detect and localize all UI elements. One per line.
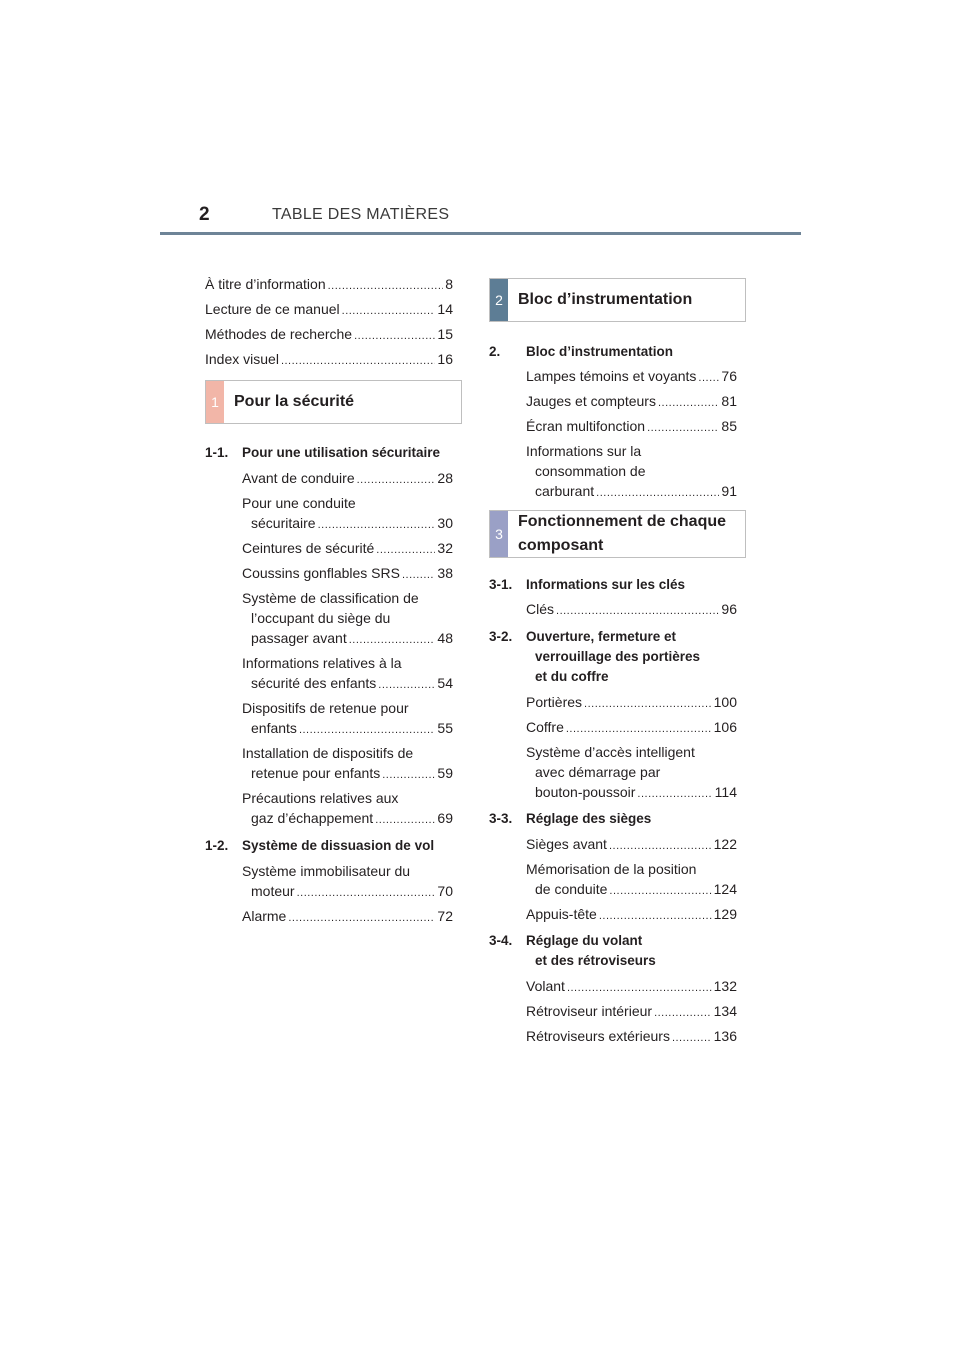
toc-entry-page: 106 [713,719,737,735]
section-title: Pour une utilisation sécuritaire [242,445,441,460]
toc-entry-line: Précautions relatives aux [242,790,399,806]
section-heading-3-3[interactable] [489,809,651,829]
chapter-title-3 [518,511,726,557]
section-heading-1-2[interactable] [205,836,434,856]
toc-entry[interactable] [526,391,737,413]
toc-entry[interactable] [251,718,453,740]
toc-entry-page: 136 [713,1028,737,1044]
toc-entry-line: l’occupant du siège du [251,610,391,626]
toc-entry-page: 96 [721,601,737,617]
section-number: 1-2. [205,838,229,853]
section-heading-1-1[interactable] [205,443,440,463]
toc-entry-page: 81 [721,393,737,409]
toc-entry-line: Système immobilisateur du [242,863,411,879]
toc-entry-line: Pour une conduite [242,495,356,511]
toc-entry-label: Volant [526,978,565,994]
section-heading-3-2[interactable] [489,627,676,647]
toc-entry[interactable] [242,538,453,560]
toc-entry-label: bouton-poussoir [535,784,636,800]
toc-entry-line: avec démarrage par [535,764,661,780]
chapter-title-2: Bloc d’instrumentation [518,291,693,308]
toc-entry[interactable] [526,1026,737,1048]
toc-entry-line: Informations relatives à la [242,655,402,671]
toc-entry-label: Avant de conduire [242,470,355,486]
toc-entry-page: 28 [437,470,453,486]
toc-entry-page: 14 [437,301,453,317]
page-number: 2 [199,204,210,225]
toc-entry-page: 76 [721,368,737,384]
toc-entry-page: 32 [437,540,453,556]
toc-entry-page: 91 [721,483,737,499]
toc-entry-label: Écran multifonction [526,418,646,434]
section-title: Système de dissuasion de vol [242,838,435,853]
toc-entry-label: Ceintures de sécurité [242,540,375,556]
toc-entry[interactable] [205,324,453,346]
toc-entry-label: À titre d’information [205,276,326,292]
toc-entry[interactable] [535,782,737,804]
header-rule [160,232,801,235]
toc-entry-line: Informations sur la [526,443,642,459]
toc-entry[interactable] [526,366,737,388]
toc-entry-page: 72 [437,908,453,924]
toc-entry-page: 129 [713,906,737,922]
chapter-heading-2[interactable] [489,278,746,322]
section-title: Réglage des sièges [526,811,652,826]
chapter-title-line: Fonctionnement de chaque [518,513,727,530]
toc-entry-page: 59 [437,765,453,781]
toc-entry-line: Système d’accès intelligent [526,744,695,760]
toc-entry-label: Jauges et compteurs [526,393,656,409]
toc-entry-page: 16 [437,351,453,367]
section-heading-2[interactable] [489,342,673,362]
toc-entry[interactable] [526,1001,737,1023]
toc-entry[interactable] [251,628,453,650]
toc-entry[interactable] [526,834,737,856]
section-number: 3-2. [489,629,513,644]
toc-entry-label: Lecture de ce manuel [205,301,340,317]
toc-entry-page: 15 [437,326,453,342]
toc-entry-page: 70 [437,883,453,899]
toc-entry-label: sécurité des enfants [251,675,377,691]
toc-entry-label: de conduite [535,881,608,897]
chapter-title-1: Pour la sécurité [234,393,355,410]
chapter-tab-1: 1 [206,381,224,423]
toc-entry[interactable] [251,808,453,830]
toc-entry-label: enfants [251,720,297,736]
section-number: 3-3. [489,811,513,826]
section-number: 1-1. [205,445,229,460]
section-title-line: verrouillage des portières [535,649,701,664]
toc-entry-label: retenue pour enfants [251,765,381,781]
toc-entry-line: consommation de [535,463,646,479]
section-title: Réglage du volant [526,933,643,948]
toc-entry-page: 54 [437,675,453,691]
section-title: Informations sur les clés [526,577,686,592]
toc-entry-page: 134 [713,1003,737,1019]
toc-entry-page: 30 [437,515,453,531]
toc-entry-label: Rétroviseurs extérieurs [526,1028,670,1044]
toc-entry[interactable] [242,906,453,928]
toc-entry[interactable] [205,299,453,321]
section-title-line: et du coffre [535,669,609,684]
toc-entry-page: 132 [713,978,737,994]
toc-entry-label: Sièges avant [526,836,607,852]
toc-entry-page: 85 [721,418,737,434]
toc-entry[interactable] [535,879,737,901]
toc-entry-label: Coffre [526,719,564,735]
toc-entry-label: sécuritaire [251,515,316,531]
toc-entry-page: 114 [714,784,737,800]
section-number: 3-4. [489,933,513,948]
toc-entry-page: 124 [713,881,737,897]
toc-entry[interactable] [205,349,453,371]
toc-entry[interactable] [526,976,737,998]
section-title: Ouverture, fermeture et [526,629,677,644]
section-number: 3-1. [489,577,513,592]
toc-entry-label: Index visuel [205,351,279,367]
toc-entry[interactable] [535,481,737,503]
toc-entry[interactable] [526,416,737,438]
toc-entry[interactable] [526,692,737,714]
toc-entry[interactable] [526,904,737,926]
chapter-title-line: composant [518,537,604,554]
toc-entry-page: 69 [437,810,453,826]
toc-entry-page: 100 [713,694,737,710]
toc-entry[interactable] [242,563,453,585]
toc-entry[interactable] [526,599,737,621]
toc-entry[interactable] [251,673,453,695]
toc-entry-page: 48 [437,630,453,646]
chapter-tab-3: 3 [490,511,508,557]
toc-entry-page: 55 [437,720,453,736]
toc-entry-label: Portières [526,694,583,710]
chapter-heading-3[interactable] [489,510,746,558]
section-number: 2. [489,344,501,359]
toc-entry-line: Dispositifs de retenue pour [242,700,409,716]
chapter-tab-2: 2 [490,279,508,321]
page-header-title: TABLE DES MATIÈRES [272,206,450,223]
toc-entry[interactable] [251,763,453,785]
section-heading-3-4[interactable] [489,931,642,951]
toc-entry[interactable] [251,513,453,535]
section-title: Bloc d’instrumentation [526,344,674,359]
chapter-heading-1[interactable] [205,380,462,424]
toc-entry-label: gaz d’échappement [251,810,374,826]
toc-entry-label: carburant [535,483,595,499]
toc-entry-label: Appuis-tête [526,906,597,922]
toc-entry-label: moteur [251,883,295,899]
toc-entry-label: Lampes témoins et voyants [526,368,697,384]
toc-entry-label: Coussins gonflables SRS [242,565,400,581]
toc-entry[interactable] [526,717,737,739]
toc-entry[interactable] [242,468,453,490]
toc-entry-label: Rétroviseur intérieur [526,1003,653,1019]
toc-entry-label: Clés [526,601,555,617]
section-heading-3-1[interactable] [489,575,685,595]
toc-entry-line: Installation de dispositifs de [242,745,414,761]
toc-entry-label: Méthodes de recherche [205,326,353,342]
toc-entry-page: 122 [713,836,737,852]
section-title-line: et des rétroviseurs [535,953,656,968]
toc-entry-page: 8 [445,276,453,292]
toc-entry-label: Alarme [242,908,287,924]
toc-entry-line: Système de classification de [242,590,419,606]
toc-entry[interactable] [205,274,453,296]
toc-entry[interactable] [251,881,453,903]
toc-entry-line: Mémorisation de la position [526,861,697,877]
toc-entry-label: passager avant [251,630,347,646]
toc-entry-page: 38 [437,565,453,581]
